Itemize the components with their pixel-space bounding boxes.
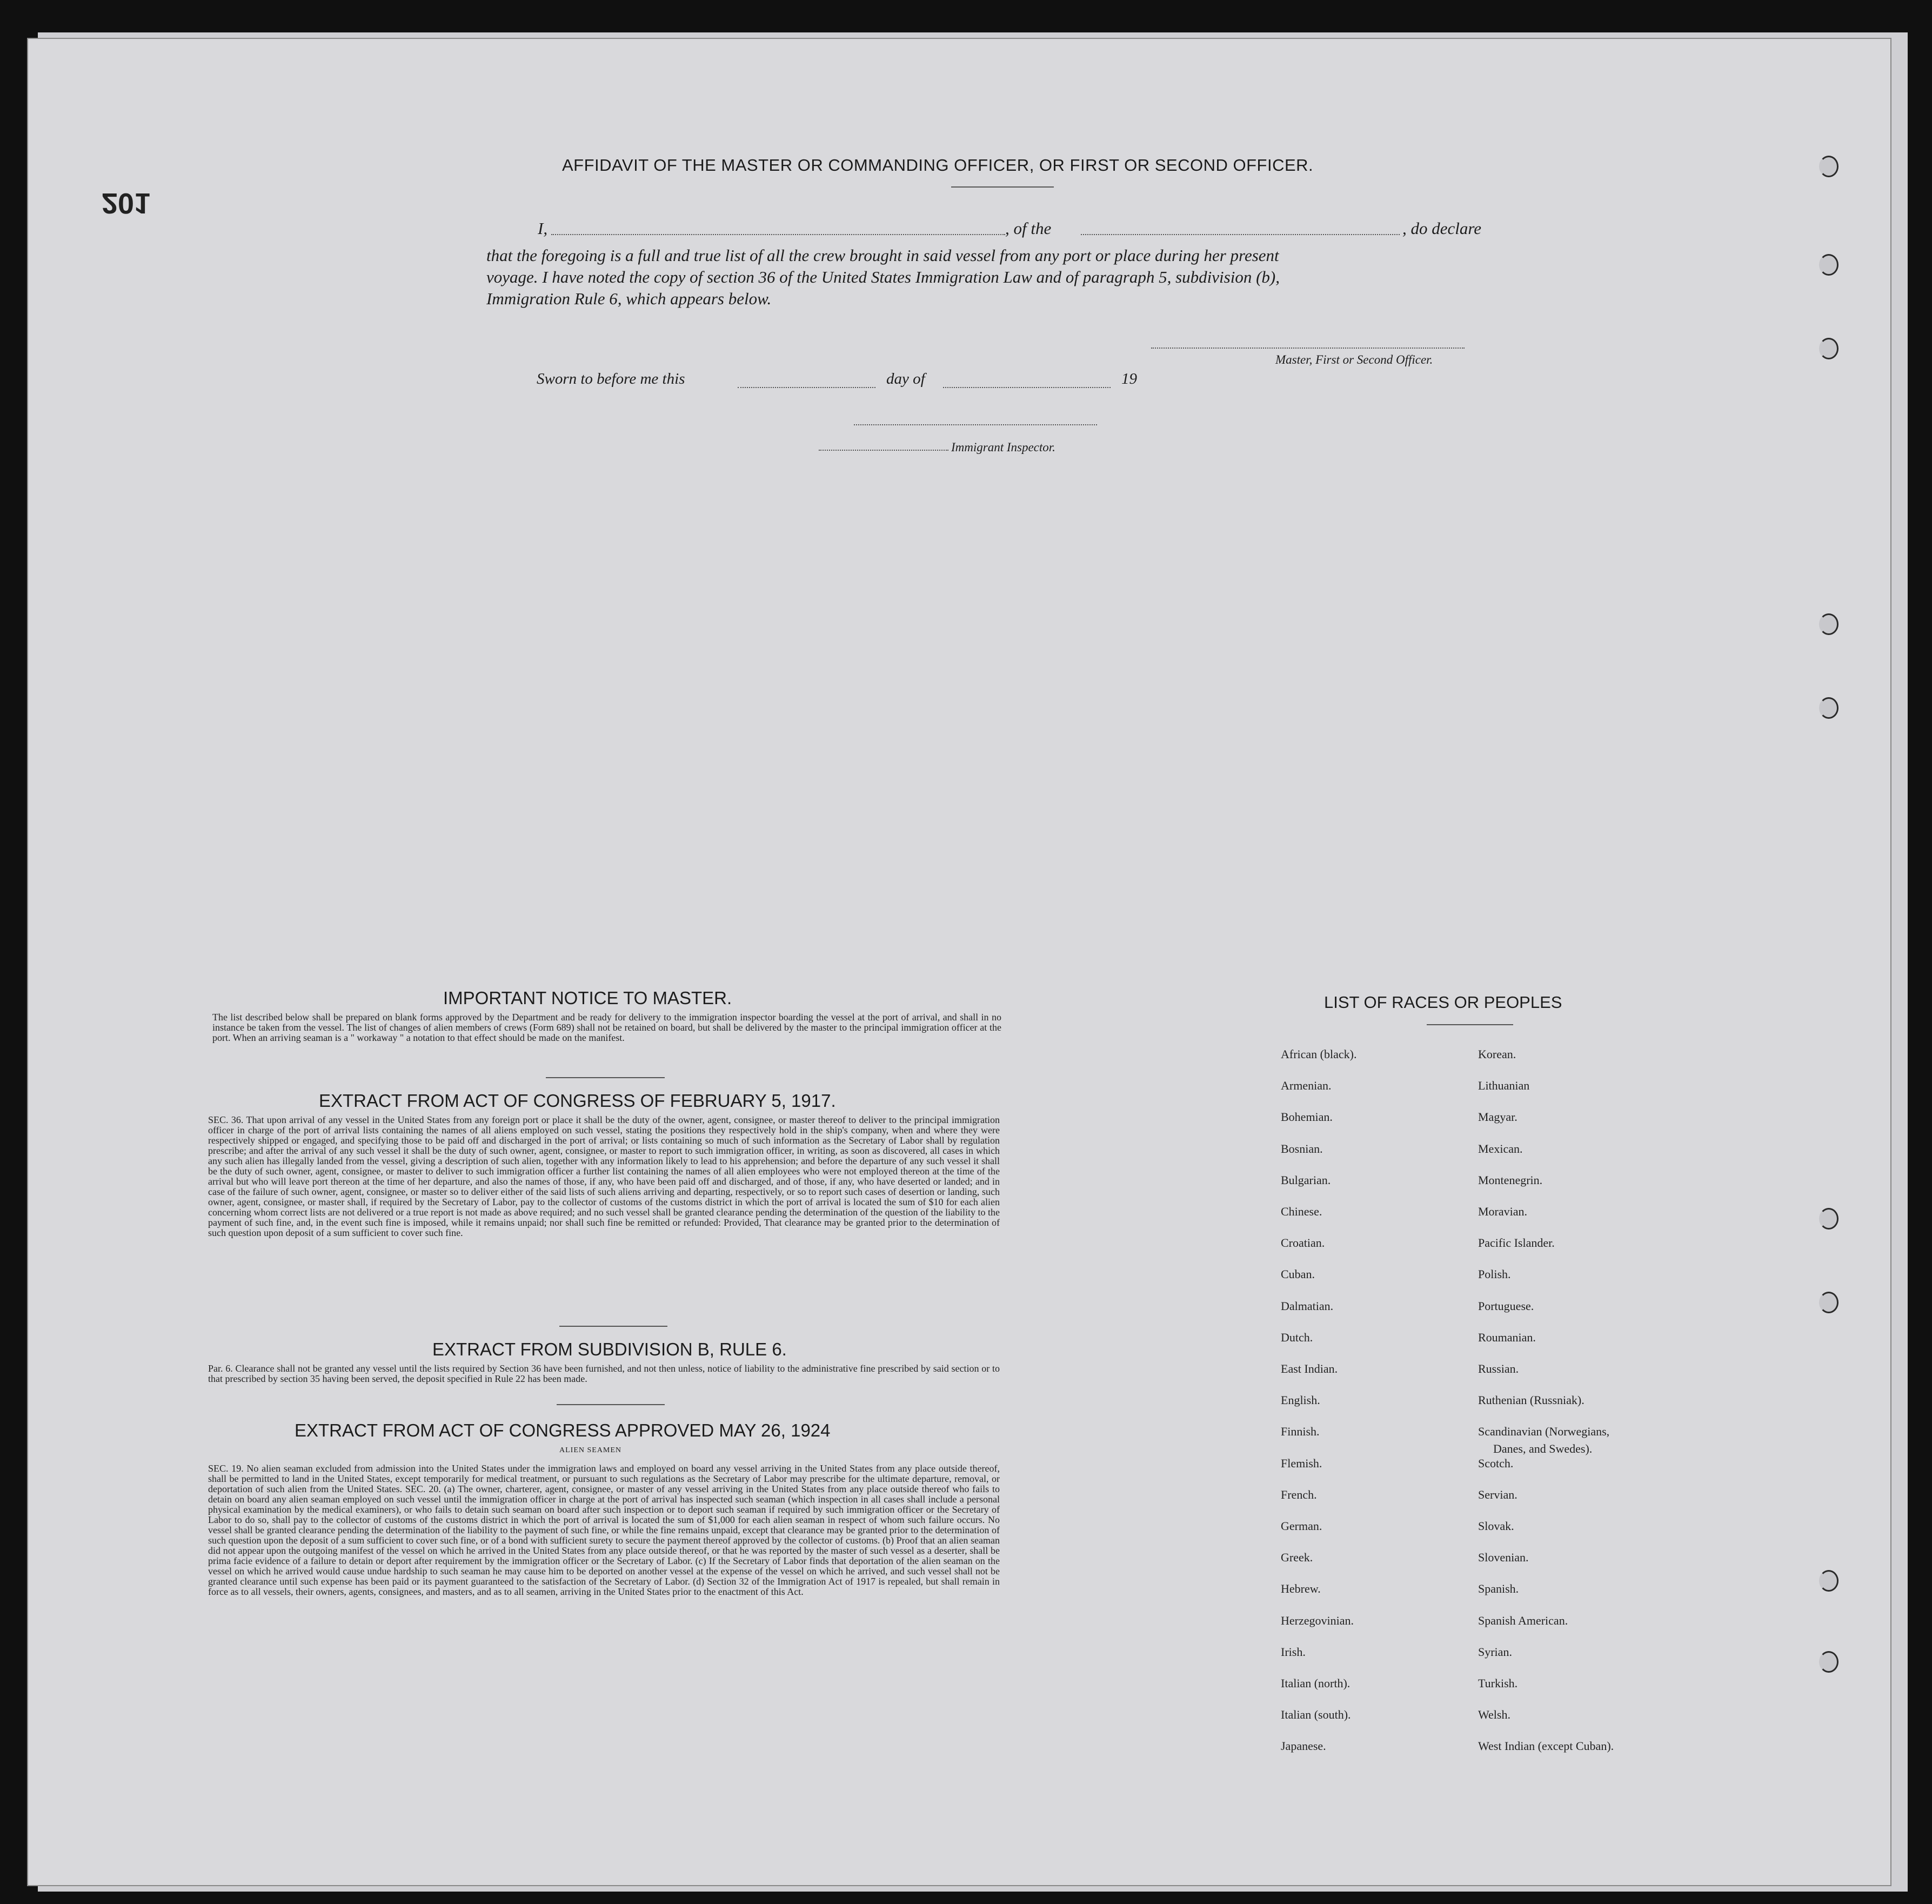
race-item: Syrian.	[1478, 1645, 1512, 1659]
title-divider	[951, 186, 1054, 188]
race-item: East Indian.	[1281, 1362, 1338, 1375]
race-item: Flemish.	[1281, 1456, 1322, 1470]
punch-hole-icon	[1819, 156, 1839, 177]
race-item: Portuguese.	[1478, 1299, 1534, 1313]
race-item: Bulgarian.	[1281, 1173, 1331, 1187]
affidavit-line1-end: , do declare	[1402, 219, 1482, 238]
inspector-label: Immigrant Inspector.	[951, 440, 1055, 454]
race-item: Turkish.	[1478, 1676, 1518, 1690]
punch-hole-icon	[1819, 613, 1839, 635]
page-number: 201	[102, 187, 151, 219]
sworn-day-field[interactable]	[738, 387, 875, 388]
race-item: West Indian (except Cuban).	[1478, 1739, 1614, 1753]
punch-hole-icon	[1819, 1292, 1839, 1313]
master-signature-field[interactable]	[1151, 348, 1465, 349]
race-item: Spanish.	[1478, 1582, 1519, 1596]
race-item: Slovak.	[1478, 1519, 1514, 1533]
race-item: Moravian.	[1478, 1205, 1528, 1218]
race-item: German.	[1281, 1519, 1322, 1533]
race-item: Danes, and Swedes).	[1493, 1442, 1593, 1455]
affidavit-title: AFFIDAVIT OF THE MASTER OR COMMANDING OFFICER, OR FIRST OR SECOND OFFICER.	[562, 156, 1314, 175]
race-item: Irish.	[1281, 1645, 1306, 1659]
race-item: Bosnian.	[1281, 1141, 1323, 1155]
sworn-month-field[interactable]	[943, 387, 1111, 388]
affidavit-line4: Immigration Rule 6, which appears below.	[486, 289, 772, 308]
race-item: Japanese.	[1281, 1739, 1326, 1753]
vessel-name-field[interactable]	[1081, 234, 1400, 235]
race-item: French.	[1281, 1487, 1317, 1501]
race-item: Scotch.	[1478, 1456, 1514, 1470]
race-item: Croatian.	[1281, 1236, 1325, 1250]
race-item: Servian.	[1478, 1487, 1517, 1501]
rule6-title: EXTRACT FROM SUBDIVISION B, RULE 6.	[432, 1339, 787, 1359]
race-item: Chinese.	[1281, 1205, 1322, 1218]
signature-label: Master, First or Second Officer.	[1275, 353, 1433, 366]
extract-1924-title: EXTRACT FROM ACT OF CONGRESS APPROVED MAY 26, 1924	[295, 1420, 831, 1440]
race-item: African (black).	[1281, 1047, 1357, 1061]
corner-mark	[1824, 1756, 1830, 1784]
notice-title: IMPORTANT NOTICE TO MASTER.	[443, 988, 732, 1008]
rule6-body: Par. 6. Clearance shall not be granted any vessel until the lists required by Section 36 have been furnished, and not then unless, notice of liability to the administrative fine prescribed by said section or to that prescribed by section 35 having been served, the deposit specified in Rule 22 has been made.	[208, 1363, 1000, 1384]
race-item: Spanish American.	[1478, 1613, 1568, 1627]
race-item: Finnish.	[1281, 1425, 1320, 1439]
race-item: Herzegovinian.	[1281, 1613, 1354, 1627]
affidavit-line1-start: I,	[538, 219, 548, 238]
punch-hole-icon	[1819, 338, 1839, 359]
sworn-text: Sworn to before me this	[537, 370, 685, 388]
rule6-divider	[557, 1404, 665, 1405]
manifest-page	[27, 38, 1891, 1886]
punch-hole-icon	[1819, 1651, 1839, 1673]
race-item: Italian (south).	[1281, 1708, 1351, 1722]
affidavit-line1-mid: , of the	[1005, 219, 1052, 238]
race-item: Welsh.	[1478, 1708, 1510, 1722]
race-item: Magyar.	[1478, 1110, 1517, 1124]
master-name-field[interactable]	[551, 234, 1005, 235]
punch-hole-icon	[1819, 1208, 1839, 1230]
inspector-name-field[interactable]	[819, 450, 948, 451]
affidavit-line3: voyage. I have noted the copy of section 36 of the United States Immigration Law and of paragraph 5, subdivision (b),	[486, 268, 1280, 286]
race-item: Hebrew.	[1281, 1582, 1321, 1596]
race-item: Dutch.	[1281, 1330, 1313, 1344]
race-item: Greek.	[1281, 1551, 1313, 1565]
race-item: Ruthenian (Russniak).	[1478, 1393, 1585, 1407]
notice-body: The list described below shall be prepared on blank forms approved by the Department and be ready for delivery to the immigration inspector boarding the vessel at the port of arrival, and shall in no instance be taken from the vessel. The list of changes of alien members of crews (Form 689) shall not be retained on board, but shall be delivered by the master to the principal immigration officer at the port. When an arriving seaman is a " workaway " a notation to that effect should be made on the manifest.	[212, 1012, 1001, 1043]
extract-1917-body: SEC. 36. That upon arrival of any vessel in the United States from any foreign port or place it shall be the duty of the owner, agent, consignee, or master thereof to deliver to the principal immigration officer in charge of the port of arrival lists containing the names of all aliens employed on such vessel, stating the positions they respectively hold in the ship's company, when and where they were respectively shipped or engaged, and specifying those to be paid off and discharged in the port of arrival; or lists containing so much of such information as the Secretary of Labor shall by regulation prescribe; and after the arrival of any such vessel it shall be the duty of such owner, agent, consignee, or master to report to such immigration officer, in writing, as soon as discovered, all cases in which any such alien has illegally landed from the vessel, giving a description of such alien, together with any information likely to lead to his apprehension; and before the departure of any such vessel it shall be the duty of such owner, agent, consignee, or master to deliver to such immigration officer a further list containing the names of all alien employees who were not employed thereon at the time of the arrival but who will leave port thereon at the time of her departure, and also the names of those, if any, who have been paid off and discharged, and of those, if any, who have deserted or landed; and in case of the failure of such owner, agent, consignee, or master so to deliver either of the said lists of such aliens arriving and departing, respectively, or so to report such cases of desertion or landing, such owner, agent, consignee, or master shall, if required by the Secretary of Labor, pay to the collector of customs of the customs district in which the port of arrival is located the sum of $10 for each alien concerning whom correct lists are not delivered or a true report is not made as above required; and no such vessel shall be granted clearance pending the determination of the question of the liability to the payment of such fine, and, in the event such fine is imposed, while it remains unpaid; nor shall such fine be remitted or refunded: Provided, That clearance may be granted prior to the determination of such question upon deposit of a sum sufficient to cover such fine.	[208, 1114, 1000, 1238]
race-item: English.	[1281, 1393, 1320, 1407]
inspector-signature-field[interactable]	[854, 424, 1097, 425]
race-item: Italian (north).	[1281, 1676, 1351, 1690]
punch-hole-icon	[1819, 1570, 1839, 1592]
extract-1917-title: EXTRACT FROM ACT OF CONGRESS OF FEBRUARY 5, 1917.	[319, 1091, 836, 1111]
race-item: Scandinavian (Norwegians,	[1478, 1425, 1610, 1439]
race-item: Russian.	[1478, 1362, 1519, 1375]
race-item: Roumanian.	[1478, 1330, 1536, 1344]
year-prefix: 19	[1121, 370, 1137, 388]
race-item: Dalmatian.	[1281, 1299, 1334, 1313]
race-item: Polish.	[1478, 1267, 1511, 1281]
extract-1917-divider	[559, 1326, 667, 1327]
day-of-text: day of	[886, 370, 925, 388]
races-title: LIST OF RACES OR PEOPLES	[1324, 993, 1562, 1012]
races-divider	[1427, 1024, 1513, 1025]
race-item: Montenegrin.	[1478, 1173, 1543, 1187]
punch-hole-icon	[1819, 697, 1839, 719]
notice-divider	[546, 1077, 665, 1078]
extract-1924-subtitle: ALIEN SEAMEN	[559, 1446, 622, 1454]
race-item: Korean.	[1478, 1047, 1516, 1061]
bleed-through-text	[335, 122, 347, 157]
extract-1924-body: SEC. 19. No alien seaman excluded from admission into the United States under the immigration laws and employed on board any vessel arriving in the United States from any place outside thereof, shall be permitted to land in the United States, except temporarily for medical treatment, or pursuant to such regulations as the Secretary of Labor may prescribe for the ultimate departure, removal, or deportation of such alien from the United States. SEC. 20. (a) The owner, charterer, agent, consignee, or master of any vessel arriving in the United States from any place outside thereof who fails to detain on board any alien seaman employed on such vessel until the immigration officer in charge at the port of arrival has inspected such seaman (which inspection in all cases shall include a personal physical examination by the medical examiners), or who fails to detain such seaman on board after such inspection or to deport such seaman if required by such immigration officer or the Secretary of Labor to do so, shall pay to the collector of customs of the customs district in which the port of arrival is located the sum of $1,000 for each alien seaman in respect of whom such failure occurs. No vessel shall be granted clearance pending the determination of the liability to the payment of such fine, or while the fine remains unpaid, except that clearance may be granted prior to the determination of such question upon the deposit of a sum sufficient to cover such fine, or of a bond with sufficient surety to secure the payment thereof approved by the collector of customs. (b) Proof that an alien seaman did not appear upon the outgoing manifest of the vessel on which he arrived in the United States from any place outside thereof, or that he was reported by the master of such vessel as a deserter, shall be prima facie evidence of a failure to detain or deport after requirement by the immigration officer or the Secretary of Labor. (c) If the Secretary of Labor finds that deportation of the alien seaman on the vessel on which he arrived would cause undue hardship to such seaman he may cause him to be deported on another vessel at the expense of the vessel on which he arrived, and such vessel shall not be granted clearance until such expense has been paid or its payment guaranteed to the satisfaction of the Secretary of Labor. (d) Section 32 of the Immigration Act of 1917 is repealed, but shall remain in force as to all vessels, their owners, agents, consignees, and masters, and as to all seamen, arriving in the United States prior to the enactment of this Act.	[208, 1463, 1000, 1597]
race-item: Mexican.	[1478, 1141, 1523, 1155]
race-item: Pacific Islander.	[1478, 1236, 1555, 1250]
race-item: Cuban.	[1281, 1267, 1315, 1281]
race-item: Bohemian.	[1281, 1110, 1333, 1124]
affidavit-line2: that the foregoing is a full and true list of all the crew brought in said vessel from any port or place during her present	[486, 246, 1279, 265]
race-item: Lithuanian	[1478, 1079, 1530, 1093]
punch-hole-icon	[1819, 254, 1839, 276]
race-item: Slovenian.	[1478, 1551, 1529, 1565]
race-item: Armenian.	[1281, 1079, 1332, 1093]
